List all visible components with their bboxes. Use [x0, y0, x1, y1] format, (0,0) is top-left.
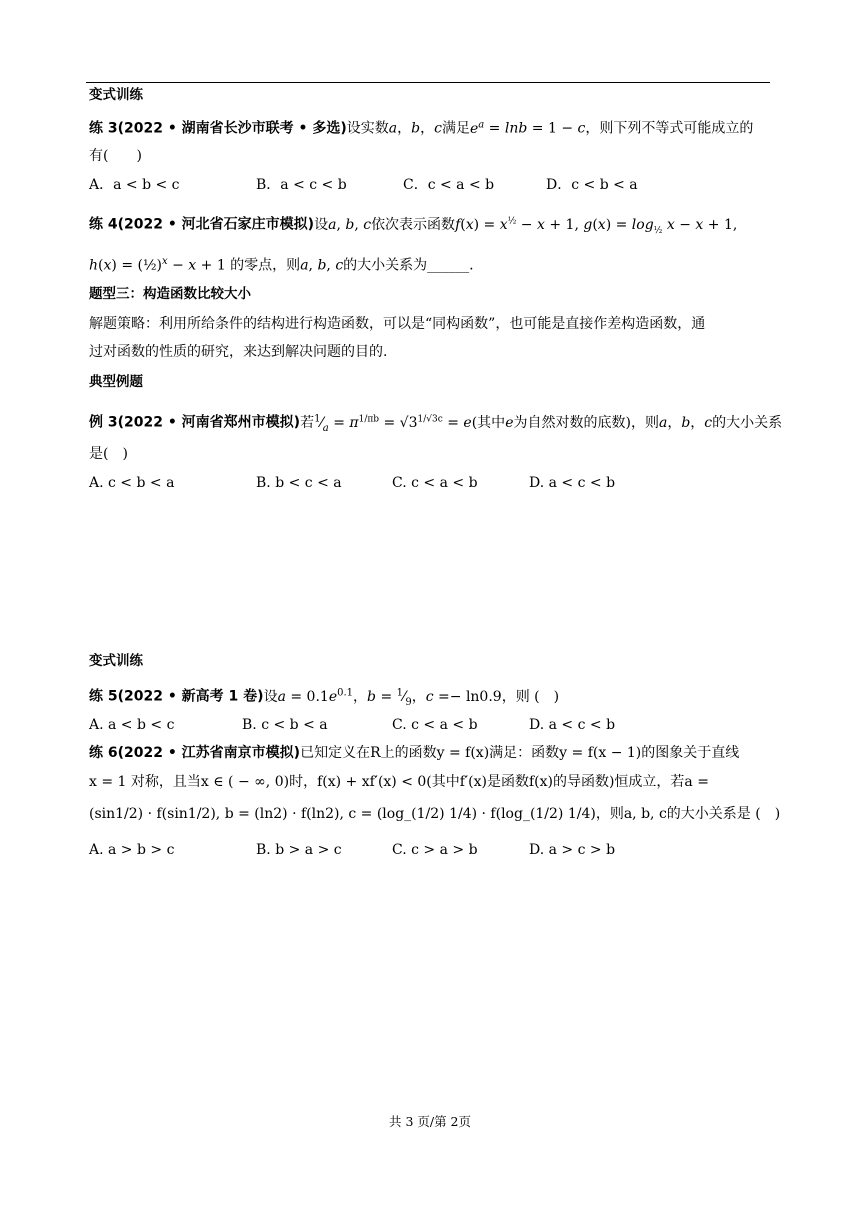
problem-4-text: 设a, b, c依次表示函数$f(x) = x^{\frac{1}{2}} - x + 1$, $g(x) = \log_{\frac{1}{2}} x - x + 1$, [314, 216, 738, 236]
problem-6-option-d: D. a > c > b [529, 842, 616, 858]
problem-6-option-b: B. b > a > c [256, 842, 342, 858]
example-3-label: 例 3(2022 • 河南省郑州市模拟) [89, 414, 301, 431]
problem-6-line-2: x = 1 对称，且当x ∈ ( − ∞, 0)时，f(x) + xf′(x) < 0(其中f′(x)是函数f(x)的导函数)恒成立，若a = [89, 774, 709, 790]
problem-6-option-c: C. c > a > b [392, 842, 478, 858]
problem-6-label: 练 6(2022 • 江苏省南京市模拟) [89, 745, 301, 761]
section-heading-variant-training: 变式训练 [89, 87, 143, 103]
problem-6-option-a: A. a > b > c [89, 842, 175, 858]
problem-4-line-2: h(x) = (½)$^x$ − x + 1 的零点，则a, b, c的大小关系为______. [89, 256, 474, 274]
problem-3-option-d: D．c < b < a [546, 177, 638, 193]
problem-5-line-1 [89, 682, 559, 713]
problem-5-option-d: D. a < c < b [529, 717, 616, 733]
example-3-option-d: D. a < c < b [529, 475, 616, 491]
problem-3-option-b: B．a < c < b [256, 177, 347, 193]
strategy-line-1: 解题策略：利用所给条件的结构进行构造函数，可以是“同构函数”，也可能是直接作差构造函数，通 [89, 316, 706, 332]
section-heading-type3: 题型三：构造函数比较大小 [89, 286, 251, 302]
problem-3-option-c: C．c < a < b [403, 177, 495, 193]
problem-3-line-2: 有( ) [89, 148, 142, 164]
section-heading-typical-examples: 典型例题 [89, 374, 143, 390]
problem-3-option-a: A．a < b < c [89, 177, 180, 193]
problem-6-text: 已知定义在R上的函数y = f(x)满足：函数y = f(x − 1)的图象关于直线 [300, 745, 740, 761]
problem-4-line-1 [89, 210, 737, 241]
problem-3-line-1 [89, 114, 753, 140]
header-rule [86, 82, 770, 83]
problem-5-label: 练 5(2022 • 新高考 1 卷) [89, 688, 264, 705]
example-3-text: 若$^1⁄_a = \pi^{1/\pi b} = √3^{1/√3c} = e$(其中e为自然对数的底数)，则a，b，c的大小关系 [300, 413, 783, 434]
example-3-option-a: A. c < b < a [89, 475, 175, 491]
example-3-option-c: C. c < a < b [392, 475, 478, 491]
problem-3-label: 练 3(2022 • 湖南省长沙市联考 • 多选) [89, 120, 347, 137]
page-footer: 共 3 页/第 2页 [388, 1114, 472, 1129]
section-heading-variant-training-2: 变式训练 [89, 653, 143, 669]
problem-5-option-c: C. c < a < b [392, 717, 478, 733]
problem-5-text: 设$a = 0.1e^{0.1}$，$b = ^1⁄_9$，c =− ln0.9，则 ( ) [263, 687, 560, 708]
strategy-line-2: 过对函数的性质的研究，来达到解决问题的目的. [89, 344, 388, 360]
example-3-option-b: B. b < c < a [256, 475, 342, 491]
problem-4-label: 练 4(2022 • 河北省石家庄市模拟) [89, 216, 315, 233]
example-3-line-2: 是( ) [89, 446, 128, 462]
problem-6-line-3: (sin1/2) · f(sin1/2), b = (ln2) · f(ln2), c = (log_(1/2) 1/4) · f(log_(1/2) 1/4)，则a, b, c的大小关系是 ( ) [89, 806, 781, 822]
problem-5-option-a: A. a < b < c [89, 717, 175, 733]
example-3-line-1 [89, 408, 782, 439]
problem-6-line-1 [89, 742, 739, 764]
problem-5-option-b: B. c < b < a [242, 717, 328, 733]
problem-3-text: 设实数a，b，c满足$e^a = \ln b = 1 - c$，则下列不等式可能成立的 [346, 119, 754, 137]
